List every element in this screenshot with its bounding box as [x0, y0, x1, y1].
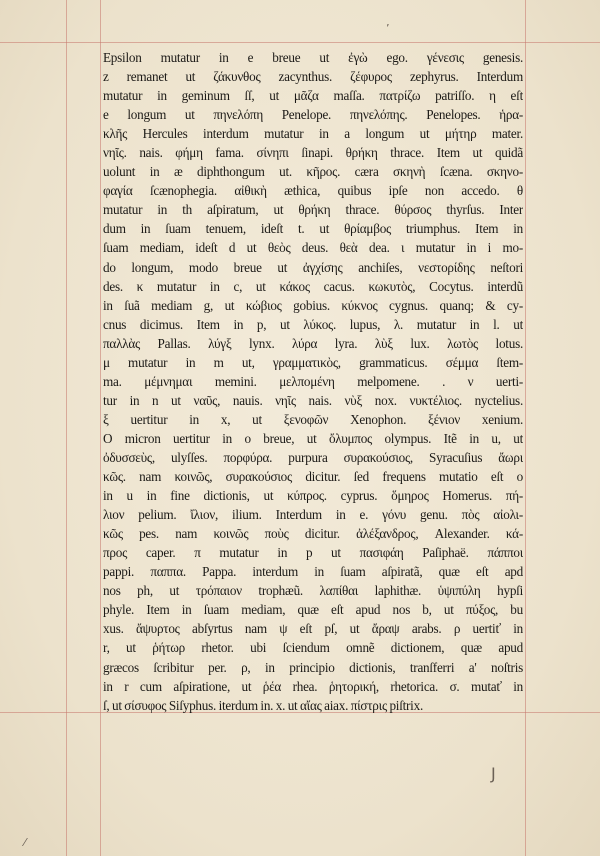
text-line: in u in fine dictionis, ut κύπρος. cyprus. ὅμηρος Homerus. πή-	[103, 488, 523, 504]
text-line: uolunt in æ diphthongum ut. κῆρος. cæra σκηνὴ ſcæna. σκηνο-	[103, 164, 523, 180]
text-line: νηῖς. nais. φήμη fama. σίνηπι ſinapi. θρήκη thrace. Item ut quidã	[103, 145, 523, 161]
text-line: des. κ mutatur in c, ut κάκος cacus. κωκυτὸς, Cocytus. interdũ	[103, 278, 523, 294]
text-line: μ mutatur in m ut, γραμματικὸς, grammaticus. σέμμα ſtem-	[103, 354, 523, 370]
ink-mark-bottom: J	[491, 764, 496, 783]
text-line: e longum ut πηνελόπη Penelope. πηνελόπης. Penelopes. ἡρα-	[103, 107, 523, 123]
text-body	[103, 48, 523, 715]
text-line: κῶς pes. nam κοινῶς ποὺς dicitur. ἀλέξανδρος, Alexander. κά-	[103, 526, 523, 542]
margin-rule-left	[66, 0, 67, 856]
text-line: ma. μέμνημαι memini. μελπομένη melpomene. . ν uerti-	[103, 373, 523, 389]
text-line: προς caper. π mutatur in p ut πασιφάη Paſiphaë. πάπποι	[103, 545, 523, 561]
text-line: tur in n ut ναῦς, nauis. νηῖς nais. νὺξ nox. νυκτέλιος. nyctelius.	[103, 392, 523, 408]
text-line: in r cum aſpiratione, ut ῥέα rhea. ῥητορική, rhetorica. σ. mutať in	[103, 678, 523, 694]
text-line: O micron uertitur in o breue, ut ὄλυμπος olympus. Itẽ in u, ut	[103, 430, 523, 446]
text-line: nos ph, ut τρόπαιον trophæũ. λαπίθαι laphithæ. ὑψιπύλη hypſi	[103, 583, 523, 599]
text-line: pappi. παππα. Pappa. interdum in ſuam aſpiratã, quæ eſt apd	[103, 564, 523, 580]
text-line: z remanet ut ζάκυνθος zacynthus. ζέφυρος zephyrus. Interdum	[103, 69, 523, 85]
text-line: phyle. Item in ſuam mediam, quæ eſt apud nos b, ut πύξος, bu	[103, 602, 523, 618]
text-line: ξ uertitur in x, ut ξενοφῶν Xenophon. ξένιον xenium.	[103, 411, 523, 427]
margin-rule-top	[0, 42, 600, 43]
text-line: mutatur in th aſpiratum, ut θρήκη thrace. θύρσος thyrſus. Inter	[103, 202, 523, 218]
text-line: mutatur in geminum ſſ, ut μᾶζα maſſa. πατρίζω patriſſo. η eſt	[103, 88, 523, 104]
text-line: ὀδυσσεὺς, ulyſſes. πορφύρα. purpura συρακούσιος, Syracuſius ἄωρι	[103, 449, 523, 465]
margin-rule-right	[525, 0, 526, 856]
ink-mark-top: ʼ	[386, 22, 390, 35]
text-line: in ſuã mediam g, ut κώβιος gobius. κύκνος cygnus. quanq; & cy-	[103, 297, 523, 313]
text-line: ſ, ut σίσυφος Siſyphus. iterdum in. x. ut αἴας aiax. πίστρις piſtrix.	[103, 697, 423, 713]
text-line: φαγία ſcænophegia. αἰθικὴ æthica, quibus ipſe non accedo. θ	[103, 183, 523, 199]
text-line: xus. ἄψυρτος abſyrtus nam ψ eſt pſ, ut ἄραψ arabs. ρ uertiť in	[103, 621, 523, 637]
text-line: κλῆς Hercules interdum mutatur in a longum ut μήτηρ mater.	[103, 126, 523, 142]
text-line: cnus dicimus. Item in p, ut λύκος. lupus, λ. mutatur in l. ut	[103, 316, 523, 332]
text-line: ſuam mediam, ideſt d ut θεὸς deus. θεὰ dea. ι mutatur in i mo-	[103, 240, 523, 256]
text-line: dum in ſuam tenuem, ideſt t. ut θρίαμβος triumphus. Item in	[103, 221, 523, 237]
text-line: Epsilon mutatur in e breue ut ἐγὼ ego. γένεσις genesis.	[103, 50, 523, 65]
text-line: r, ut ῥήτωρ rhetor. ubi ſciendum omnẽ dictionem, quæ apud	[103, 640, 523, 656]
margin-rule-text-left	[100, 0, 101, 856]
text-line: λιον pelium. ἴλιον, ilium. Interdum in e. γόνυ genu. πὸς αἰολι-	[103, 507, 523, 523]
text-line: do longum, modo breue ut ἀγχίσης anchiſes, νεστορίδης neſtori	[103, 259, 523, 275]
text-line: κῶς. nam κοινῶς, συρακούσιος dicitur. ſed frequens mutatio eſt o	[103, 469, 523, 485]
ink-mark-corner: ⁄	[24, 836, 26, 849]
text-line: παλλὰς Pallas. λύγξ lynx. λύρα lyra. λὺξ lux. λωτὸς lotus.	[103, 335, 523, 351]
text-line: græcos ſcribitur per. ρ, in principio dictionis, tranſferri a' noſtris	[103, 659, 523, 675]
